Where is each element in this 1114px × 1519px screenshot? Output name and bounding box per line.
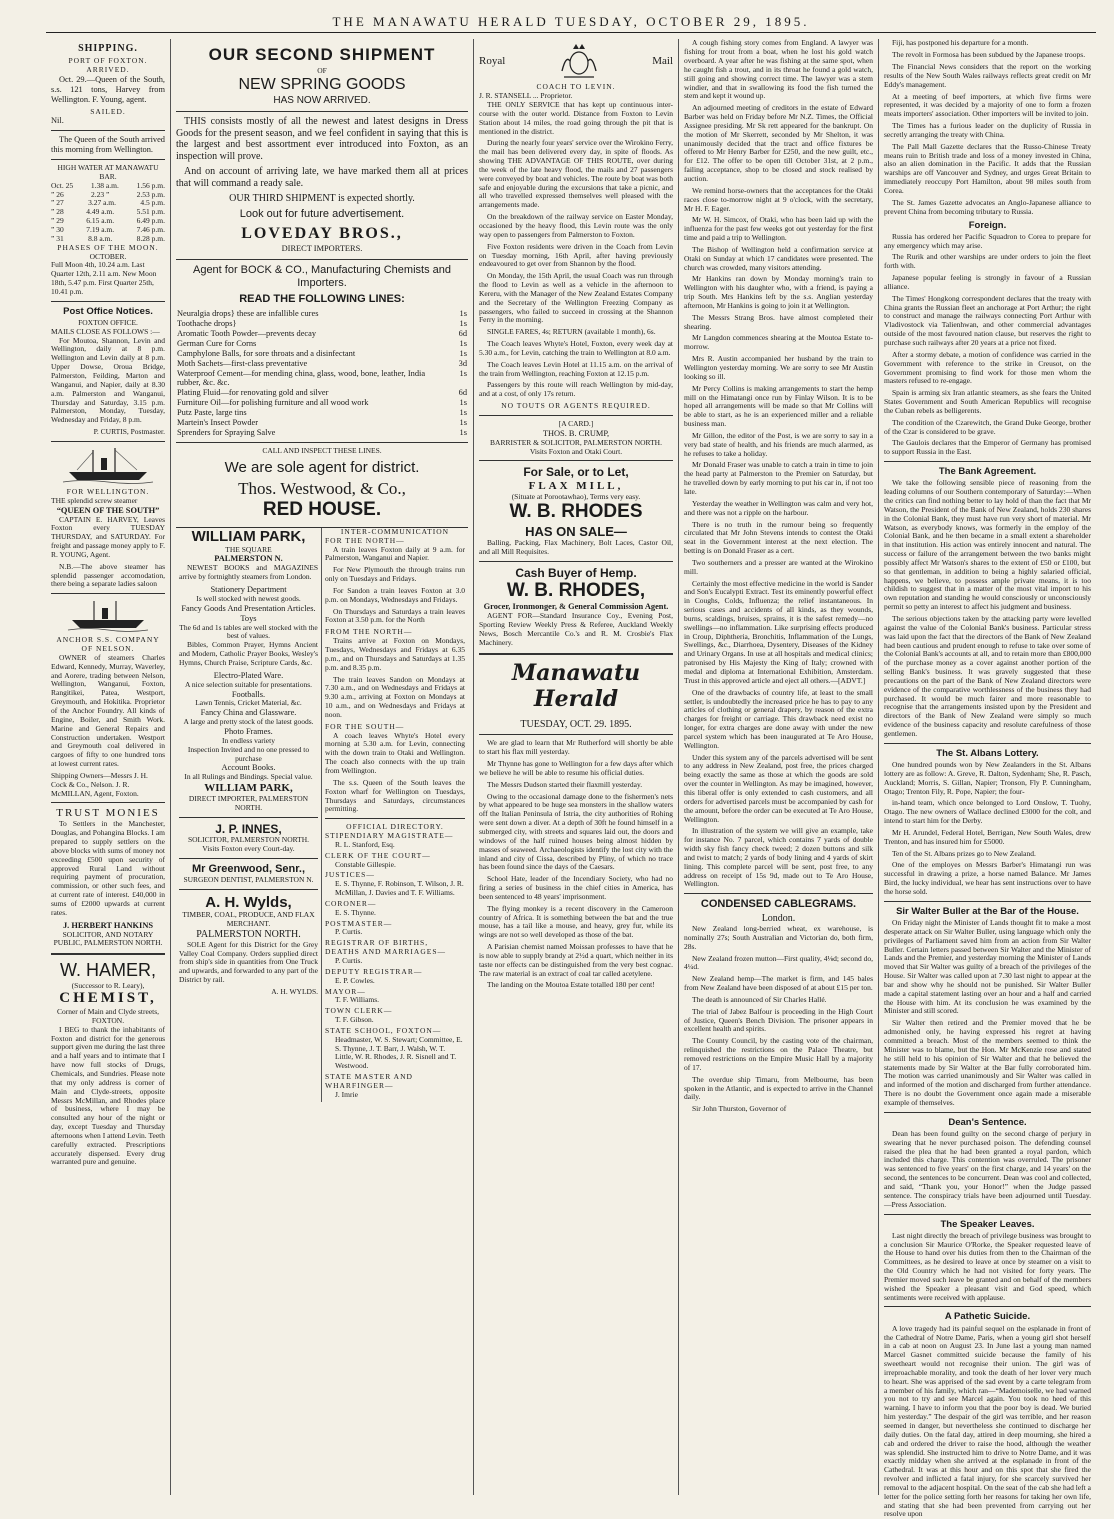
arrival-text: Oct. 29.—Queen of the South, s.s. 121 tons, Harvey from Wellington. F. Young, agent. [51,74,165,104]
directory-key: CORONER— [325,898,377,908]
goods-item: Furniture Oil—for polishing furniture and all wood work [177,398,369,408]
goods-price: 1s [459,309,467,319]
goods-item: Aromatic Tooth Powder—prevents decay [177,328,317,338]
moon-month: OCTOBER. [89,251,127,261]
directory-key: CLERK OF THE COURT— [325,850,431,860]
cable-4: The death is announced of Sir Charles Hallé. [692,994,827,1004]
directory-key: STATE MASTER AND WHARFINGER— [325,1072,413,1090]
directory-key: REGISTRAR OF BIRTHS, DEATHS AND MARRIAGES— [325,938,447,957]
electro-head: Electro-Plated Ware. [213,670,284,680]
directory-key: STATE SCHOOL, FOXTON— [325,1025,442,1035]
sailed-label: SAILED. [90,106,126,116]
arundel-text: Mr H. Arundel, Federal Hotel, Berrigan, New South Wales, drew Trenton, and has insured him for £5000. [884,827,1091,846]
editorial-7: A Parisian chemist named Moissan professes to have that he is now able to supply brandy at 2½d a quart, which neither in its taste nor effects can be distinguished from the very best cognac. The raw material is an extract of coal tar called acetylene. [479,942,673,978]
news-2: An adjourned meeting of creditors in the estate of Edward Barber was held on Friday before Mr N.Z. Times, the Official Assignee presiding. Mr Sk rett appeared for the bankrupt. On the motion of Mr Skerrett, seconded by Mr Shelton, it was unanimously decided that the tract and office fixtures be offered to Mr Henry Barber for £250, and the new guilt, etc., for £12. The offer to be open till October 31st, at 2 p.m., failing acceptance, shop to be closed and stock realised by auction. [684,103,873,183]
editorial-3: The Messrs Dudson started their flaxmill yesterday. [487,779,643,789]
hand-text: in-hand team, which once belonged to Lord Onslow, T. Tuohy, Otago. The new owners of Wallace declined £3000 for the colt, and intend to start him for the Derby. [884,798,1091,826]
cash-buyer: Cash Buyer of Hemp. [515,565,637,580]
photo-text: In endless variety [222,735,275,745]
news-18: Under this system any of the parcels advertised will be sent to any address in New Zealand, post free, the prices charged being exactly the same as those at which the goods are sold over the counter in Wellington. As may be imagined, however, this liberal offer is only extended to cash customers, and all orders for advertised parcels must be accompanied by cash for the amount, before the order can be executed at Te Aro House, Wellington. [684,752,873,824]
red-house: RED HOUSE. [262,499,382,521]
coach-p2: During the nearly four years' service over the Wirokino Ferry, the mail has been delivered every day, in spite of floods. As showing THE ADVANTAGE OF THIS ROUTE, over during the week of the late heavy flood, the mails and 27 passengers were conveyed by boat and vehicles. The route by boat was both safe and enjoyable during the excursions that take a picnic, and all who travelled expressed themselves well pleased with the arrangements made. [479,138,673,210]
coach-p4: Five Foxton residents were driven in the Coach from Levin on Tuesday morning, 16th April, after having previously endeavoured to get over from Shannon by the flood. [479,241,673,269]
news5-5: The Times has a furious leader on the duplicity of Russia in secretly arranging the treaty with China. [884,121,1091,139]
goods-row [176,408,468,418]
footballs-text: Lawn Tennis, Cricket Material, &c. [195,698,302,708]
park-and-ads [176,528,322,1102]
goods-row [176,309,468,319]
column-2-split [176,528,468,1102]
tide-cell: ” 28 [51,207,64,217]
cable-6: The County Council, by the casting vote of the chairman, relinquished the restrictions on the Palace Theatre, but removed restrictions on the Empire Music Hall by a majority of 17. [684,1036,873,1072]
fancy-head: Fancy Goods And Presentation Articles. [181,603,316,613]
official-title: OFFICIAL DIRECTORY. [346,822,444,832]
news5-6: The Pall Mall Gazette declares that the Russo-Chinese Treaty means ruin to British trade and loss of a money invested in China, also an alien domination in the Pacific. It adds that the Russian warships are off Vancouver and Sydney, and urges Great Britain to immediately reoccupy Port Hamilton, about 98 miles south from Corea. [884,141,1091,195]
coach-label: COACH TO LEVIN. [536,82,616,92]
north-label: FOR THE NORTH— [325,535,405,545]
tide-title: HIGH WATER AT MANAWATU BAR. [57,163,159,181]
goods-price: 1s [459,428,467,437]
directory-value: J. Imrie [335,1089,358,1099]
london-heading: London. [761,913,796,925]
hamer-sub: (Successor to R. Leary), [71,980,145,990]
coach-p5: On Monday, the 15th April, the usual Coach was run through the flood to Levin as well as a vehicle in the afternoon to Kereru, with the Manager of the New Zealand Estates Company and the Secretary of the Wellington Freezing Company as passengers, who failed to succeed in crossing at the Shannon Ferry in the morning. [479,271,673,325]
goods-item: Waterproof Cement—for mending china, glass, wood, bone, leather, India rubber, &c. &c. [177,368,426,388]
directory-value: R. L. Stanford, Esq. [335,839,395,849]
account-head: Account Books. [221,763,276,773]
steamship-icon [51,446,165,484]
cable-7: The overdue ship Timaru, from Melbourne, has been spoken in the Atlantic, and is expected to arrive in the Channel daily. [684,1074,873,1102]
tide-cell: ” 29 [51,216,64,226]
footballs-head: Footballs. [231,689,266,699]
tide-cell: 4.49 a.m. [86,207,115,217]
shipping-heading: SHIPPING. [78,43,138,55]
goods-item: Martein's Insect Powder [177,418,259,428]
column-3 [474,39,679,1495]
cablegrams-heading: CONDENSED CABLEGRAMS. [700,898,857,911]
royal-label: Royal [479,54,506,67]
westwood-ad [176,260,468,528]
tide-cell: ” 27 [51,198,64,208]
news-10: Mr Percy Collins is making arrangements to start the hemp mill on the Himatangi once run by Finlay Wilson. It is to be hoped all arrangements will be made so that Mr Collins will be able to start, as he is an experienced miller and a reliable business man. [684,383,873,429]
goods-price: 1s [459,319,467,329]
editorial-1: We are glad to learn that Mr Rutherford will shortly be able to start his flax mill yesterday. [479,738,673,757]
directory-key: JUSTICES— [325,870,375,880]
arrived-label: ARRIVED. [86,64,130,74]
china-head: Fancy China and Glassware. [200,708,297,718]
bock-agent: Agent for BOCK & CO., Manufacturing Chemists and Importers. [192,264,451,290]
news5-4: At a meeting of beef importers, at which five firms were represented, it was decided by a majority of one to form a frozen meats importers' association. Other importers will be invited to join. [884,91,1091,119]
news5-1: Fiji, has postponed his departure for a month. [892,38,1029,48]
tide-cell: 8.8 a.m. [88,233,113,243]
greenwood-name: Mr Greenwood, Senr., [191,862,306,875]
directory-key: DEPUTY REGISTRAR— [325,966,423,976]
directory-value: T. F. Gibson. [335,1015,374,1025]
masthead: THE MANAWATU HERALD TUESDAY, OCTOBER 29, 1895. [46,14,1096,33]
goods-item: Toothache drops} [177,319,237,329]
sole-agent: We are sole agent for district. [224,458,420,476]
for-sale: For Sale, or to Let, [523,465,629,480]
editorial-8: The landing on the Moutoa Estate totalled 180 per cent! [487,980,655,990]
foreign-5: After a stormy debate, a motion of confidence was carried in the Government with reference to the strike in Creusot, on the Government promising to find work for those men whom the masters refused to re-engage. [884,349,1091,386]
news5-2: The revolt in Formosa has been subdued by the Japanese troops. [892,50,1086,60]
speaker-text: Last night directly the breach of privilege business was brought to a conclusion Sir Maurice O'Rorke, the Speaker requested leave of the House to hand over his duties from then to the Chairman of the Committees, as he desired to leave at once by steamer on a visit to the Old Country which he had not visited for forty years. The Premier moved such leave be granted and on behalf of the members wished the Speaker a pleasant visit and God speed, which sentiments were received with applause. [884,1230,1091,1302]
directory-value: P. Curtis. [335,956,363,966]
goods-item: Moth Sachets—first-class preventative [177,358,308,368]
goods-price: 3d [458,358,467,368]
ten-text: Ten of the St. Albans prizes go to New Zealand. [892,848,1036,858]
tide-cell: 3.27 a.m. [88,198,117,208]
inter-communication [322,528,468,1102]
goods-row [176,369,468,389]
stationery-text: Is well stocked with newest goods. [196,593,301,603]
goods-row [176,388,468,398]
tide-cell: 5.51 p.m. [136,207,165,217]
anchor-steamer-icon [51,598,165,632]
column-4 [679,39,879,1495]
goods-row [176,398,468,408]
tide-cell: ” 30 [51,225,64,234]
news-5: The Bishop of Wellington held a confirmation service at Otaki on Sunday at which 17 candidates were presented. The church was crowded, many visitors attending. [684,244,873,272]
steamer-text: CAPTAIN E. HARVEY, Leaves Foxton every TUESDAY THURSDAY, and SATURDAY. For freight and passage money apply to F. R. YOUNG, Agent. [51,514,165,559]
port-label: PORT OF FOXTON. [68,56,148,66]
foreign-8: The Gaulois declares that the Emperor of Germany has promised to support Russia in the East. [884,438,1091,457]
south-label: FOR THE SOUTH— [325,721,405,731]
news-17: One of the drawbacks of country life, at least to the small settler, is undoubtedly the increased price he has to pay to any articles of clothing or general drapery, by reason of the extra charges for freight or carriage. This drawback need exist no longer, for extra charges are done away with under the new parcel system which has been inaugurated at Te Aro House, Wellington. [684,687,873,750]
flax-text: (Situate at Porootawhao), Terms very easy. [511,491,641,501]
cable-2: New Zealand frozen mutton—First quality, 4⅛d; second do, 4¼d. [684,953,873,972]
goods-row [176,428,468,438]
of-label: OF [317,66,327,76]
anchor-text: OWNER of steamers Charles Edward, Kennedy, Murray, Waverley, and Aorere, trading between Nelson, Wellington, Wanganui, Foxton, Rangitikei, Patea, Westport, Greymouth, and Hokitika. Proprietor of the Anchor Foundry. All kinds of Engine, Boiler, and Smith Work. Marine and General Repairs and Construction undertaken. Westport and Greymouth coal delivered in cargoes of fifty to one hundred tons at lowest current rates. [51,652,165,769]
sandon-text: For Sandon a train leaves Foxton at 3.0 p.m. on Mondays, Wednesdays and Fridays. [325,585,465,604]
goods-row [176,349,468,359]
news-15: Two southerners and a presser are wanted at the Wirokino mill. [684,557,873,576]
dean-heading: Dean's Sentence. [948,1116,1027,1128]
buller-1: On Friday night the Minister of Lands thought fit to make a most desperate attack on Sir Walter Buller, using language which only the privileges of Parliament saved him from an action from Sir Walter Buller. Certain letters passed between Sir Walter and the Minister of Lands and the Premier, and yesterday morning the Minister of Lands moved that Sir Walter was guilty of a breach of the privileges of the House. Sir Walter was called upon at 7.30 last night to appear at the bar and show why he should not be punished. Sir Walter Buller made a capital statement lasting over an hour and a half and carried the House with him. At its conclusion he was examined by the Minister and still scored. [884,918,1091,1016]
moon-title: PHASES OF THE MOON. [57,242,159,252]
news-4: Mr W. H. Simcox, of Otaki, who has been laid up with the influenza for the past few weeks got out yesterday for the first time and paid a trip to Wellington. [684,215,873,243]
goods-item: German Cure for Corns [177,338,257,348]
moon-phases: Full Moon 4th, 10.24 a.m. Last Quarter 12th, 2.11 a.m. New Moon 18th, 5.47 p.m. First Quarter 25th, 10.41 p.m. [51,260,157,296]
china-text: A large and pretty stock of the latest goods. [183,717,314,727]
for-wellington: FOR WELLINGTON. [66,486,150,496]
tide-cell: ” 31 [51,233,64,243]
shipment-title: OUR SECOND SHIPMENT [208,45,436,65]
official-directory [325,832,465,1100]
greenwood-text: SURGEON DENTIST, PALMERSTON N. [183,874,314,884]
column-5 [879,38,1096,1519]
bank-heading: The Bank Agreement. [938,466,1037,478]
directory-value: T. F. Williams. [335,995,380,1005]
news-16: Certainly the most effective medicine in the world is Sander and Son's Eucalypti Extract. Test its eminently powerful effect in Coughs, Colds, Influenza; the relief instantaneous. In serious cases and accidents of all kinds, as they wounds, burns, scaldings, bruises, sprains, it is the safest remedy—no swellings—no inflammation. Like surprising effects produced in Croup, Diphtheria, Bronchitis, Inflammation of the Lungs, Swellings, &c., Diarrhoea, Dysentery, Diseases of the Kidney and Urinary Organs. In use at all hospitals and medical clinics; patronised by His Majesty the King of Italy; crowned with medal and diploma at International Exhibition, Amsterdam. Trust in this approved article and eject all others.—[ADVT.] [684,578,873,685]
innes-name: J. P. INNES, [215,821,282,836]
queen-south-text: The s.s. Queen of the South leaves the Foxton wharf for Wellington on Tuesdays, Thursdays and Saturdays, circumstances permitting. [325,777,465,814]
news-14: There is no truth in the rumour being so frequently circulated that Mr John Stevens intends to contest the Otaki seat in the Government interest at the next election. The betting is on Donald Fraser as a cert. [684,519,873,556]
column-1 [46,39,171,1495]
bank-2: The serious objections taken by the attacking party were levelled against the value of the Colonial Bank's business. Particular stress was laid upon the fact that the directors of the Bank of New Zealand had been cautious and prudent enough to refuse to take over some of the Colonial Bank's accounts at all, and to retain more than £800,000 of the purchase money as a cover against another portion of the selling Bank's business. It was gravely suggested that these precautions on the part of the Bank of New Zealand directors were evidence of the comparative worthlessness of the business they had purchased. It would be much fairer and more reasonable to recognise that the arrangements insisted upon by the President and directors of the Bank of New Zealand were simply so much evidence of the business capacity and resolute carefulness of those gentlemen. [884,613,1091,738]
hamer-text: I BEG to thank the inhabitants of Foxton and district for the generous support given me during the last three and a half years and to intimate that I have now full stocks of Drugs, Chemicals, and Sundries. Please note that my only address is corner of Main and Clyde-streets, opposite Messrs McMillan, and Rhodes place of business, where I may be consulted any hour of the night or day, except Tuesday and Thursday afternoons when I attend Levin. Teeth carefully extracted. Prescriptions accurately dispensed. Every drug warranted pure and genuine. [51,1024,165,1167]
account-text: In all Rulings and Bindings. Special value. [184,772,313,782]
tide-cell: 1.38 a.m. [90,180,119,190]
goods-row [176,329,468,339]
news5-7: The St. James Gazette advocates an Anglo-Japanese alliance to prevent China from becoming tributary to Russia. [884,197,1091,216]
tide-cell: ” 26 [51,189,64,199]
tide-cell: 8.28 p.m. [136,233,165,243]
tide-cell: 7.46 p.m. [136,225,165,234]
lookout: Look out for future advertisement. [239,208,405,221]
rhodes-name: W. B. RHODES [509,501,643,523]
crump-name: THOS. B. CRUMP, [542,428,610,438]
trust-text: To Settlers in the Manchester, Douglas, and Pohangina Blocks. I am prepared to supply settlers on the above blocks with sums of money not exceeding £500 upon security of approved Rural Land without requiring payment of procuration, commission, or other such fees, and at current rate of interest. £40,000 in sums of £2000 upwards at current rates. [51,819,165,917]
crump-visits: Visits Foxton and Otaki Court. [529,446,623,456]
goods-row [176,319,468,329]
cable-3: New Zealand hemp—The market is firm, and 145 bales from New Zealand have been disposed of at about £15 per ton. [684,974,873,993]
park-end: WILLIAM PARK, [204,782,293,795]
north-text: A train leaves Foxton daily at 9 a.m. for Palmerston, Wanganui and Napier. [325,544,465,563]
from-north-text: Trains arrive at Foxton on Mondays, Tuesdays, Wednesdays and Fridays at 6.35 p.m., and on Thursdays and Saturdays at 1.35 p.m. and 8.35 p.m. [325,636,465,672]
goods-price: 1s [459,408,467,418]
park-town: PALMERSTON N. [214,554,283,564]
tide-cell: 6.49 p.m. [136,216,165,226]
shipment-para1: THIS consists mostly of all the newest and latest designs in Dress Goods for the present season, and we feel confident in saying that this is the largest and best assortment ever introduced into Foxton, as an inspection will prove. [176,115,468,163]
news-8: Mr Langdon commences shearing at the Moutoa Estate to-morrow. [684,333,873,352]
park-square: THE SQUARE [225,544,272,554]
foreign-6: Spain is arming six Iran atlantic steamers, as she fears the United States Government and South American Republics will recognise the Cuban rebels as belligerents. [884,388,1091,415]
flax-mill: FLAX MILL, [528,479,624,492]
tide-cell: 6.15 a.m. [86,216,115,226]
goods-item: Putz Paste, large tins [177,408,247,418]
stansell: J. R. STANSELL ... Proprietor. [479,91,573,101]
goods-row [176,339,468,349]
steamer-nb: N.B.—The above steamer has splendid passenger accomodation, there being a separate ladies saloon [51,561,165,589]
news-1: A cough fishing story comes from England. A lawyer was fishing for trout from a boat, when he lost his gold watch overboard. A year after he was fishing at the same spot, when he caught fish a trout, and in its throat he found a gold watch, still going and showing correct time. The lawyer was a stem windier, and that in swallowing its food the fish turned the stem and kept it wound up. [684,38,873,101]
queen-note: The Queen of the South arrived this morning from Wellington. [51,135,165,155]
news-3: We remind horse-owners that the acceptances for the Otaki races close to-morrow night at 9 o'clock, with the secretary, Mr H. F. Eager. [684,185,873,213]
goods-item: Plating Fluid—for renovating gold and silver [177,388,329,398]
arrived-label: HAS NOW ARRIVED. [273,95,371,107]
inter-title: INTER-COMMUNICATION [340,526,450,536]
goods-row [176,359,468,369]
hamer-name: W. HAMER, [59,960,156,981]
hankins-name: J. HERBERT HANKINS [62,920,154,930]
anchor-title: ANCHOR S.S. COMPANY OF NELSON. [56,635,160,654]
wylds-name: A. H. Wylds, [205,893,292,911]
goods-item: Camphylone Balls, for sore throats and a disinfectant [177,348,356,358]
buller-heading: Sir Walter Buller at the Bar of the House. [896,905,1079,917]
loveday-name: LOVEDAY BROS., [241,225,403,243]
editorial-4: Owing to the occasional damage done to the fishermen's nets by what appeared to be huge sea monsters in the shallow waters off the Italian Peninsula of Istria, the city authorities of Rohing were sent down a diver. At a depth of 30ft he found himself in a submerged city, with streets and squares laid out, the doors and windows of the half ruined houses being almost hidden by masses of seaweed. Archaeologists identify the lost city with the inland and city of Cissa, described by Pliny, of which no trace has been found since the days of the Caesars. [479,791,673,872]
foreign-heading: Foreign. [968,219,1007,231]
sandon2-text: The train leaves Sandon on Mondays at 7.30 a.m., and on Wednesdays and Fridays at 9.30 a.m., arriving at Foxton on Mondays at 10 a.m., and on Wednesdays and Fridays at noon. [325,674,465,719]
coach-fares: SINGLE FARES, 4s; RETURN (available 1 month), 6s. [487,327,656,337]
goods-list [176,309,468,438]
innes-text: SOLICITOR, PALMERSTON NORTH. Visits Foxton every Court-day. [187,835,310,853]
toys-head: Toys [240,613,257,623]
south-text: A coach leaves Whyte's Hotel every morning at 5.30 a.m. for Levin, connecting with the down train to Otaki and Wellington. The coach also connects with the up train from Wellington. [325,730,465,775]
steamer-intro: THE splendid screw steamer [51,495,138,505]
has-text: Balling, Packing, Flax Machinery, Bolt Laces, Castor Oil, and all Mill Requisites. [479,538,673,556]
po-sign: P. CURTIS, Postmaster. [93,427,165,437]
po-mails: MAILS CLOSE AS FOLLOWS :— [51,326,160,336]
editorial-6: The flying monkey is a recent discovery in the Cameroon country of Africa. It is something between the bat and the true mouse, has a tail like a mouse, and heavy, grey fur, while its wings are not so well developed as those of the bat. [479,903,673,940]
goods-price: 1s [459,338,467,348]
direct-importers: DIRECT IMPORTERS. [281,244,363,254]
chemist-label: CHEMIST, [59,990,157,1007]
cable-5: The trial of Jabez Balfour is proceeding in the High Court of Justice, Queen's Bench Division. The prisoner appears in excellent health and spirits. [684,1006,873,1034]
tide-cell: 7.19 a.m. [86,225,115,234]
tide-cell: 1.56 p.m. [136,180,165,190]
inspect-text: Inspection Invited and no one pressed to purchase [187,744,310,763]
po-office: FOXTON OFFICE. [78,317,138,327]
directory-value: E. S. Thynne, F. Robinson, T. Wilson, J. R. McMillan, J. Davies and T. F. Williams. [335,879,464,898]
directory-key: STIPENDIARY MAGISTRATE— [325,831,454,841]
herald-date: TUESDAY, OCT. 29. 1895. [520,718,632,730]
news-13: Yesterday the weather in Wellington was calm and very hot, and there was not a ripple on the harbour. [684,498,873,517]
columns [46,38,1096,1519]
directory-value: Headmaster, W. S. Stewart; Committee, E. S. Thynne, J. T. Barr, J. Walsh, W. T. Little, W. R. Rhodes, J. R. Sisnell and T. Westwood. [335,1034,463,1071]
hamer-location: Corner of Main and Clyde streets, FOXTON. [56,1007,160,1025]
goods-item: Sprenders for Spraying Salve [177,428,276,437]
suicide-text: A love tragedy had its painful sequel on the esplanade in front of the Cathedral of Notre Dame, Paris, when a young girl shot herself in a cab at noon on August 23. In June last a young man named Marcel Gasnet committed suicide because the family of his sweetheart would not recognise their union. The girl was of irreproachable morality, and took the death of her lover very much to heart. She was apprised of the sad event by a carte telegram from a member of his family, which ran—“Mademoiselle, we had warned you not to try and see Marcel again. You took no heed of this warning. I have to inform you that the poor boy is dead. We buried him yesterday.” The despair of the girl was terrible, and her reason seemed in danger, but nevertheless she continued to discharge her daily duties. On the fatal day, attired in deep mourning, she hired a cab and ordered the driver to raise the hood, although the weather was splendid. She instructed him to drive to Notre Dame, and it was exactly midday when she arrived at the esplanade in front of the Cathedral. It was at this hour and on this spot that she fired the revolver and inflicted a fatal injury, for she scarcely survived her removal to the adjacent hospital. On the seat of the cab she had left a letter for the police setting forth her reasons for taking her own life, and stating that she had been prevented from carrying out her resolve upon [884,1323,1091,1519]
coach-p8: Passengers by this route will reach Wellington by mid-day, and at a cost, of only 17s return. [479,380,673,399]
steamer-name: “QUEEN OF THE SOUTH” [56,505,160,515]
news-12: Mr Donald Fraser was unable to catch a train in time to join the head party at Palmerston to the Premier on Saturday, but he travelled down by early morning to put his car in, if not too late. [684,460,873,496]
anchor-sign: Shipping Owners—Messrs J. H. Cock & Co., Nelson. J. R. McMILLAN, Agent, Foxton. [51,770,148,798]
directory-key: TOWN CLERK— [325,1006,393,1016]
news5-3: The Financial News considers that the report on the working results of the New South Wales railways reflects great credit on Mr Eddy's management. [884,62,1091,89]
plymouth-text: For New Plymouth the through trains run only on Tuesdays and Fridays. [325,565,465,584]
albans-text: One hundred pounds won by New Zealanders in the St. Albans lottery are as follow: A. Greve, R. Dalton, Sydenham; She, R. Pasch, Auckland; Morris, S. Gillan, Napier; Tronson, Fly P. Cunningham, Otago; Trenton Fily, R. Pope, Napier; the four- [884,760,1091,796]
third-shipment: OUR THIRD SHIPMENT is expected shortly. [229,192,415,204]
foreign-4: The Times' Hongkong correspondent declares that the treaty with China grants the Russian fleet an anchorage at Port Arthur; the right to construct and manage the railways connecting Port Arthur with Vladivostock via Talienhwan, and other commercial advantages outside of the most favoured nation clause, but reserves the right to purchase such railways after 20 years at a price not fixed. [884,293,1091,347]
no-touts: NO TOUTS OR AGENTS REQUIRED. [501,401,651,411]
foreign-2: The Rurik and other warships are under orders to join the fleet forth with. [884,252,1091,271]
himat-text: One of the employes on Messrs Barber's Himatangi run was successful in drawing a prize, a horse named Balance. Mr James Bird, the lucky individual, we hear has sent instructions over to have the horse sold. [884,860,1091,896]
call-inspect: CALL AND INSPECT THESE LINES. [262,445,382,455]
directory-key: POSTMASTER— [325,918,393,928]
electro-text: A nice selection suitable for presentations. [184,679,313,689]
coach-p6: The Coach leaves Whyte's Hotel, Foxton, every week day at 5.30 a.m., for Levin, catching the train to Wellington at 8.0 a.m. [479,339,673,357]
column-2 [171,39,474,1495]
goods-price: 1s [459,348,467,358]
herald-title: Manawatu Herald [511,659,641,712]
has-on-sale: HAS ON SALE— [525,523,627,539]
po-text: For Moutoa, Shannon, Levin and Wellington, daily at 8 p.m. Wellington and Levin daily at 8 p.m. Upper Dowse, Oroua Bridge, Palmerston, Feilding, Marton and Wanganui, and Napier, daily at 8.30 a.m. Palmerston and Wanganui, Thursday and Saturday, 3.15 p.m. Palmerston, Monday, Tuesday, Wednesday and Friday, 8 p.m. [51,335,165,425]
directory-key: MAYOR— [325,986,366,996]
royal-crest-icon [556,41,602,81]
hankins-sub: SOLICITOR, AND NOTARY PUBLIC, PALMERSTON NORTH. [53,929,163,948]
editorial-2: Mr Thynne has gone to Wellington for a few days after which we believe he will be able to resume his official duties. [479,759,673,777]
goods-item: Neuralgia drops} these are infallible cures [177,309,319,319]
westwood-name: Thos. Westwood, & Co., [238,479,406,499]
wylds-body: SOLE Agent for this District for the Grey Valley Coal Company. Orders supplied direct from ship's side in quantities from One Truck and upwards, and forwarded to any part of the District by rail. [179,939,318,985]
news-11: Mr Gillon, the editor of the Post, is we are sorry to say in a very bad state of health, and his friends are much alarmed, as he refuses to take a holiday. [684,430,873,458]
rhodes-name-2: W. B. RHODES, [506,580,646,601]
foreign-7: The condition of the Czarewitch, the Grand Duke George, brother of the Czar is considered to be grave. [884,417,1091,436]
news-9: Mrs R. Austin accompanied her husband by the train to Wellington yesterday morning. We are sorry to see Mr Austin looking so ill. [684,354,873,381]
stationery-head: Stationery Department [210,585,287,595]
goods-row [176,418,468,428]
card-label: [A CARD.] [558,419,594,429]
news-6: Mr Hankins ran down by Monday morning's train to Wellington with his daughter who, with a friend, is paying a trip South. Mrs Hankins left by the s.s. Anglian yesterday afternoon, Mr Hankins is going to join it at Wellington. [684,274,873,310]
foreign-1: Russia has ordered her Pacific Squadron to Corea to prepare for any emergency which may arise. [884,231,1091,250]
coach-p1: THE ONLY SERVICE that has kept up continuous inter-course with the outer world. Distance from Foxton to Levin Station about 14 miles, the road going through the pit that is mentioned in the district. [479,100,673,136]
news-7: The Messrs Strang Bros. have almost completed their shearing. [684,312,873,331]
news-19: In illustration of the system we will give an example, take for instance No. 7 parcel, which contains 7 yards of double width sky fish fancy check tweed; 2 dozen buttons and silk and twist to match; 2 yards of body lining and 4 yards of skirt lining. This complete parcel will be sent, post free, to any address on receipt of 15s 9d, made out to Te Aro House, Wellington. [684,826,873,889]
foreign-3: Japanese popular feeling is strongly in favour of a Russian alliance. [884,273,1091,291]
speaker-heading: The Speaker Leaves. [940,1218,1035,1230]
directory-value: E. P. Cowles. [335,975,375,985]
directory-value: E. S. Thynne. [335,907,376,917]
royal-mail-header [479,41,673,81]
tide-cell: Oct. 25 [51,180,74,190]
directory-value: P. Curtis. [335,927,363,937]
park-end2: DIRECT IMPORTER, PALMERSTON NORTH. [188,794,309,813]
park-name: WILLIAM PARK, [191,527,306,545]
tide-cell: 4.5 p.m. [140,198,165,208]
goods-price: 1s [459,368,467,378]
photo-head: Photo Frames. [224,727,273,737]
tide-cell: 2.23 ” [91,189,110,199]
coach-p7: The Coach leaves Levin Hotel at 11.15 a.m. on the arrival of the train from Wellington, reaching Foxton at 12.15 p.m. [479,359,673,378]
buller-2: Sir Walter then retired and the Premier moved that he be admonished only, he having expressed his regret at having committed a breach. Most of the members seemed to think the Minister was to blame, but the Hon. Mr McKenzie rose and stated he still held to his opinion of Sir Walter and that he believed the statements made by Sir Walter at the Bar fully corroborated him. The motion was carried unanimously and Sir Walter was called in and informed of the motion and discharged from further attendance. There is no doubt the Government once again made a miserable example of themselves. [884,1018,1091,1107]
wylds-town: PALMERSTON NORTH. [196,928,301,940]
tide-table [51,182,165,244]
read-lines: READ THE FOLLOWING LINES: [239,293,405,306]
park-text: NEWEST BOOKS and MAGAZINES arrive by fortnightly steamers from London. [179,563,318,582]
shipment-para2: And on account of arriving late, we have marked them all at prices that will command a ready sale. [176,166,468,189]
dean-text: Dean has been found guilty on the second charge of perjury in swearing that he never purchased poison. The defending counsel raised the plea that he had been granted a royal pardon, which included this charge. This contention was overruled. The prisoner was sentenced to five years' on the first charge, and 14 years' on the second, the sentences to be concurrent. Dean was cool and collected, and said, “Thank you, your Honor!” when the Judge passed sentence. The conspiracy trials have been adjourned until Tuesday.—Press Association. [884,1128,1091,1209]
albans-heading: The St. Albans Lottery. [936,747,1039,759]
thursdays-text: On Thursdays and Saturdays a train leaves Foxton at 3.50 p.m. for the North [325,606,465,625]
crump-title: BARRISTER & SOLICITOR, PALMERSTON NORTH. [490,437,662,447]
wylds-text: TIMBER, COAL, PRODUCE, AND FLAX MERCHANT. [182,910,315,929]
agent-text: AGENT FOR—Standard Insurance Coy., Evening Post, Sporting Review Weekly Press & Referee, Auckland Weekly News, Bosch Mercantile Co.'s and R. M. Crosbie's Flax Machinery. [479,611,673,647]
toys-text: The 6d and 1s tables are well stocked with the best of values. [179,622,318,641]
goods-price: 6d [458,328,467,338]
goods-price: 1s [459,398,467,408]
suicide-heading: A Pathetic Suicide. [944,1311,1031,1323]
grocer: Grocer, Ironmonger, & General Commission Agent. [483,602,669,612]
goods-price: 6d [458,388,467,398]
coach-p3: On the breakdown of the railway service on Easter Monday, occasioned by the heavy flood, this Levin route was the only way open to passengers from Palmerston to Foxton. [479,212,673,239]
tide-cell: 2.53 p.m. [136,189,165,199]
nil-text: Nil. [51,116,64,126]
editorial-5: School Hate, leader of the Incendiary Society, who had no firing a series of business in the chief cities in America, has been sentenced to 48 years' imprisonment. [479,874,673,901]
directory-value: Constable Gillespie. [335,859,396,869]
trust-title: TRUST MONIES [56,807,160,820]
cable-1: New Zealand long-berried wheat, ex warehouse, is nominally 27s; South Australian and Victorian do, both firm, 28s. [684,924,873,951]
goods-price: 1s [459,418,467,428]
bibles-text: Bibles, Common Prayer, Hymns Ancient and Modern, Catholic Prayer Books, Wesley's Hymns, Church Praise, Scripture Cards, &c. [179,640,318,667]
mail-label: Mail [652,54,673,67]
cable-8: Sir John Thurston, Governor of [692,1104,787,1114]
from-north-label: FROM THE NORTH— [325,627,413,637]
post-office-heading: Post Office Notices. [63,305,153,317]
loveday-ad [176,39,468,260]
wylds-sign: A. H. WYLDS. [271,986,318,996]
spring-goods: NEW SPRING GOODS [238,76,406,94]
bank-1: We take the following sensible piece of reasoning from the leading columns of our Southern contemporary of Saturday:—When the critics can find nothing better to lay hold of than the fact that Mr Watson, the President of the Bank of New Zealand, holds 230 shares in the Colonial Bank, they must have run very short of material. Mr Watson, as everybody knows, was formerly in the employ of the Colonial Bank, and he then became in a small extent a shareholder in that institution. His action was entirely innocent and natural. The success or failure of the arrangement between the two banks might possibly affect Mr Watson's shares to the extent of £50 or £100, but so that gentleman, in addition to being a highly salaried official, happens, we believe, to possess ample private means, it is too childish to suggest that in a matter of the most vital import to his own reputation and standing he would consciously or unconsciously permit so petty an interest to affect his judgment and business. [884,478,1091,612]
